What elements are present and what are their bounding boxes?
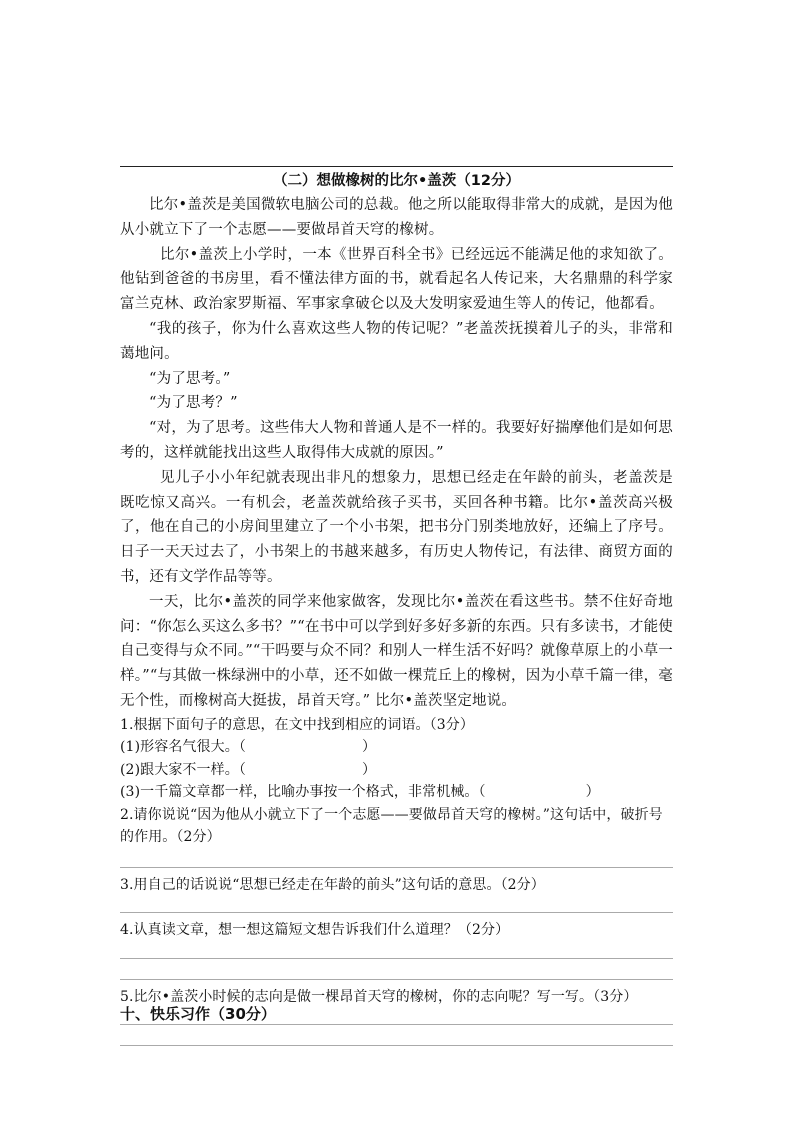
question-1-text: 1.根据下面句子的意思，在文中找到相应的词语。（3分） — [120, 716, 474, 733]
answer-line[interactable] — [120, 1045, 673, 1046]
paragraph-2: 比尔•盖茨上小学时，一本《世界百科全书》已经远远不能满足他的求知欲了。他钻到爸爸的书房里，看不懂法律方面的书，就看起名人传记来，大名鼎鼎的科学家富兰克林、政治家罗斯福、军事家拿破仑以及大发明家爱迪生等人的传记，他都看。 — [120, 246, 673, 313]
question-1-item-3-label: (3)一千篇文章都一样，比喻办事按一个格式，非常机械。（ — [120, 784, 486, 801]
paragraph-8: 一天，比尔•盖茨的同学来他家做客，发现比尔•盖茨在看这些书。禁不住好奇地问：“你怎么买这么多书？”“在书中可以学到好多好多新的东西。只有多读书，才能使自己变得与众不同。”“干吗要与众不同？和别人一样生活不好吗？就像草原上的小草一样。”“与其做一株绿洲中的小草，还不如做一棵荒丘上的橡树，因为小草千篇一律，毫无个性，而橡树高大挺拔，昂首天穹。” 比尔•盖茨坚定地说。 — [120, 593, 673, 709]
paragraph-3: “我的孩子，你为什么喜欢这些人物的传记呢？”老盖茨抚摸着儿子的头，非常和蔼地问。 — [120, 320, 673, 362]
paragraph-4: “为了思考。” — [149, 370, 231, 387]
question-1-item-2 — [120, 759, 673, 782]
question-2-text: 2.请你说说“因为他从小就立下了一个志愿——要做昂首天穹的橡树。”这句话中，破折号的作用。（2分） — [120, 806, 663, 846]
paragraph-5: “为了思考？” — [149, 395, 238, 412]
passage-title: （二）想做橡树的比尔•盖茨（12分） — [273, 173, 520, 189]
answer-line[interactable] — [120, 979, 673, 980]
question-4-text: 4.认真读文章，想一想这篇短文想告诉我们什么道理？（2分） — [120, 922, 510, 939]
answer-line[interactable] — [120, 958, 673, 959]
question-1-item-3 — [120, 781, 673, 804]
close-paren: ） — [361, 761, 377, 778]
question-1 — [120, 714, 673, 804]
question-5-text: 5.比尔•盖茨小时候的志向是做一棵昂首天穹的橡树，你的志向呢？写一写。（3分） — [120, 988, 638, 1005]
close-paren: ） — [361, 739, 377, 756]
section-ten-title: 十、快乐习作（30分） — [120, 1005, 276, 1023]
reading-passage — [120, 166, 673, 1046]
top-divider — [120, 166, 673, 167]
answer-line[interactable] — [120, 912, 673, 913]
question-1-item-1-label: (1)形容名气很大。（ — [120, 739, 246, 756]
paragraph-7: 见儿子小小年纪就表现出非凡的想象力，思想已经走在年龄的前头，老盖茨是既吃惊又高兴。一有机会，老盖茨就给孩子买书，买回各种书籍。比尔•盖茨高兴极了，他在自己的小房间里建立了一个小书架，把书分门别类地放好，还编上了序号。日子一天天过去了，小书架上的书越来越多，有历史人物传记，有法律、商贸方面的书，还有文学作品等等。 — [120, 469, 673, 585]
close-paren: ） — [585, 784, 600, 801]
answer-line[interactable] — [120, 1024, 673, 1025]
question-1-item-1 — [120, 736, 673, 759]
paragraph-1: 比尔•盖茨是美国微软电脑公司的总裁。他之所以能取得非常大的成就，是因为他从小就立下了一个志愿——要做昂首天穹的橡树。 — [120, 197, 673, 238]
question-3-text: 3.用自己的话说说“思想已经走在年龄的前头”这句话的意思。（2分） — [120, 876, 545, 893]
paragraph-6: “对，为了思考。这些伟大人物和普通人是不一样的。我要好好揣摩他们是如何思考的，这样就能找出这些人取得伟大成就的原因。” — [120, 420, 673, 461]
question-1-item-2-label: (2)跟大家不一样。（ — [120, 761, 246, 778]
answer-line[interactable] — [120, 867, 673, 868]
